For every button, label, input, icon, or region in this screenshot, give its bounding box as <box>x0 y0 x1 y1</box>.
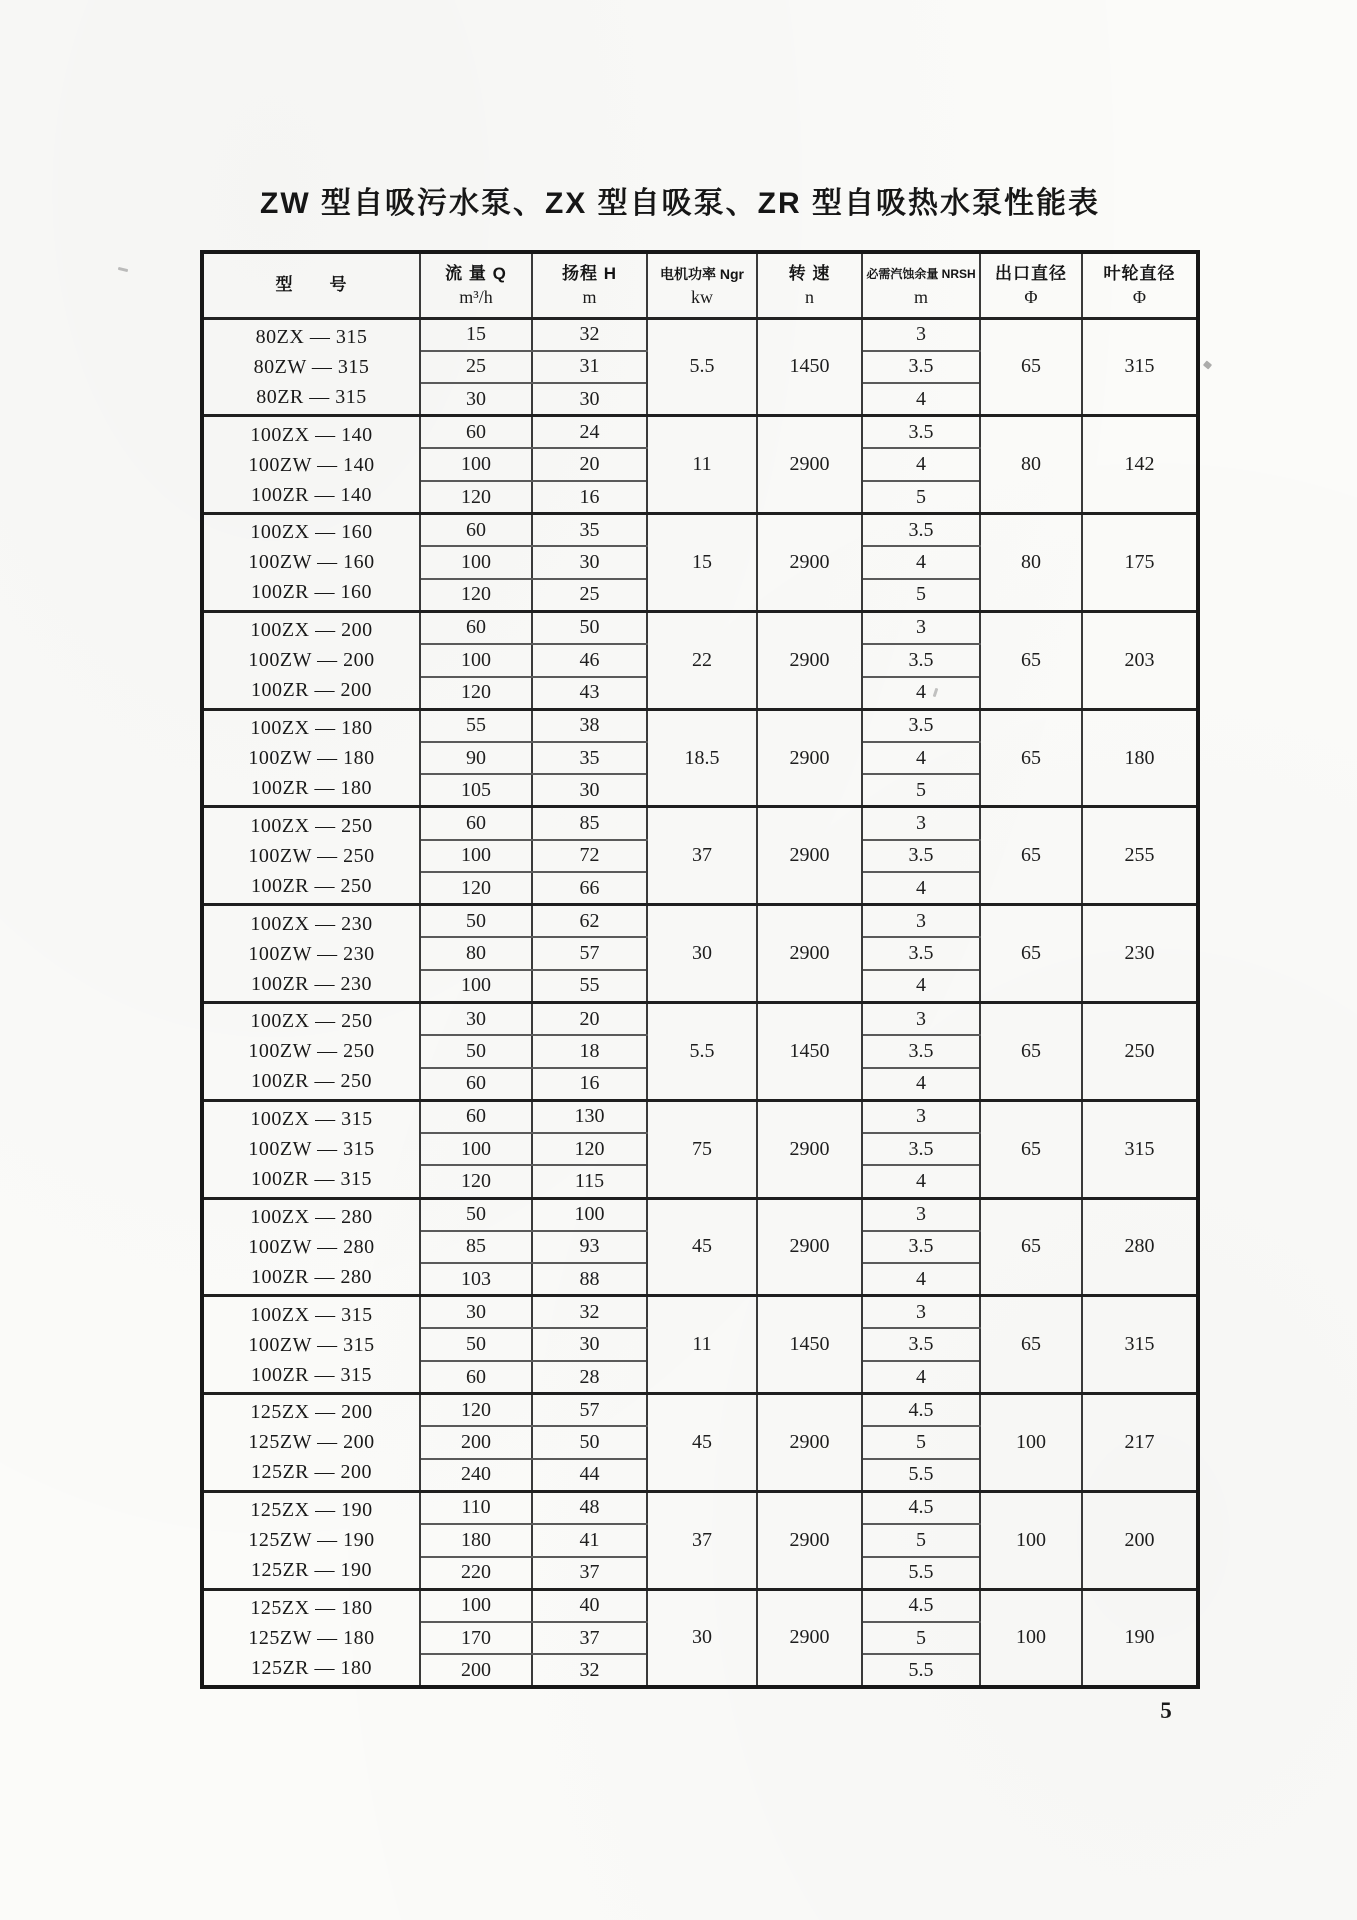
flow-cell: 30 <box>420 383 532 416</box>
npsh-cell: 5 <box>862 481 980 514</box>
head-cell: 50 <box>532 611 647 644</box>
flow-cell: 60 <box>420 1068 532 1101</box>
model-name: 125ZX — 180 <box>250 1596 373 1619</box>
model-cell <box>202 1296 420 1394</box>
model-name: 100ZX — 180 <box>250 717 373 740</box>
model-name: 100ZR — 250 <box>250 1070 373 1093</box>
table-row-group-start <box>202 905 1198 938</box>
model-name: 100ZW — 160 <box>248 551 375 574</box>
head-cell: 32 <box>532 1654 647 1687</box>
model-name: 100ZR — 315 <box>250 1363 373 1386</box>
scan-artifact <box>1203 360 1212 369</box>
header-head-unit: m <box>582 287 597 308</box>
model-cell <box>202 905 420 1003</box>
head-cell: 25 <box>532 579 647 612</box>
impeller-diameter-cell: 280 <box>1082 1198 1198 1296</box>
flow-cell: 30 <box>420 1002 532 1035</box>
model-name: 100ZW — 280 <box>248 1235 375 1258</box>
npsh-cell: 3 <box>862 1002 980 1035</box>
power-cell: 11 <box>647 416 757 514</box>
model-cell <box>202 514 420 612</box>
head-cell: 44 <box>532 1459 647 1492</box>
head-cell: 20 <box>532 448 647 481</box>
head-cell: 35 <box>532 742 647 775</box>
npsh-cell: 3 <box>862 1198 980 1231</box>
npsh-cell: 4 <box>862 448 980 481</box>
flow-cell: 90 <box>420 742 532 775</box>
head-cell: 30 <box>532 774 647 807</box>
model-name: 100ZX — 250 <box>250 1010 373 1033</box>
head-cell: 46 <box>532 644 647 677</box>
model-name: 125ZW — 190 <box>248 1529 375 1552</box>
page-title: ZW 型自吸污水泵、ZX 型自吸泵、ZR 型自吸热水泵性能表 <box>260 187 1100 220</box>
header-row <box>202 252 1198 318</box>
header-speed-label: 转 速 <box>788 264 831 284</box>
model-name: 100ZW — 315 <box>248 1333 375 1356</box>
flow-cell: 120 <box>420 872 532 905</box>
header-outlet-label: 出口直径 <box>995 264 1067 284</box>
table-row-group-start <box>202 1002 1198 1035</box>
speed-cell: 2900 <box>757 1491 862 1589</box>
model-name: 100ZX — 250 <box>250 814 373 837</box>
npsh-cell: 3.5 <box>862 644 980 677</box>
speed-cell: 2900 <box>757 1394 862 1492</box>
model-name: 100ZX — 315 <box>250 1108 373 1131</box>
outlet-diameter-cell: 100 <box>980 1589 1082 1687</box>
power-cell: 37 <box>647 807 757 905</box>
flow-cell: 100 <box>420 644 532 677</box>
speed-cell: 2900 <box>757 1198 862 1296</box>
outlet-diameter-cell: 65 <box>980 611 1082 709</box>
impeller-diameter-cell: 250 <box>1082 1002 1198 1100</box>
npsh-cell: 3.5 <box>862 1133 980 1166</box>
npsh-cell: 4 <box>862 872 980 905</box>
speed-cell: 2900 <box>757 514 862 612</box>
flow-cell: 60 <box>420 1100 532 1133</box>
performance-table <box>200 250 1196 1689</box>
head-cell: 24 <box>532 416 647 449</box>
speed-cell: 2900 <box>757 1589 862 1687</box>
impeller-diameter-cell: 175 <box>1082 514 1198 612</box>
model-name: 100ZR — 180 <box>250 777 373 800</box>
power-cell: 5.5 <box>647 318 757 416</box>
flow-cell: 100 <box>420 546 532 579</box>
outlet-diameter-cell: 65 <box>980 709 1082 807</box>
outlet-diameter-cell: 65 <box>980 807 1082 905</box>
model-cell <box>202 1002 420 1100</box>
flow-cell: 120 <box>420 1165 532 1198</box>
flow-cell: 240 <box>420 1459 532 1492</box>
flow-cell: 30 <box>420 1296 532 1329</box>
head-cell: 72 <box>532 840 647 873</box>
outlet-diameter-cell: 80 <box>980 514 1082 612</box>
head-cell: 32 <box>532 1296 647 1329</box>
outlet-diameter-cell: 80 <box>980 416 1082 514</box>
outlet-diameter-cell: 65 <box>980 1296 1082 1394</box>
flow-cell: 103 <box>420 1263 532 1296</box>
npsh-cell: 3.5 <box>862 937 980 970</box>
head-cell: 32 <box>532 318 647 351</box>
header-impeller-label: 叶轮直径 <box>1103 264 1176 284</box>
header-npsh <box>862 252 980 318</box>
model-name: 125ZR — 190 <box>250 1559 373 1582</box>
npsh-cell: 5.5 <box>862 1459 980 1492</box>
speed-cell: 2900 <box>757 416 862 514</box>
head-cell: 120 <box>532 1133 647 1166</box>
model-cell <box>202 1589 420 1687</box>
speed-cell: 1450 <box>757 1002 862 1100</box>
power-cell: 22 <box>647 611 757 709</box>
model-cell <box>202 807 420 905</box>
model-name: 125ZX — 200 <box>250 1401 373 1424</box>
power-cell: 37 <box>647 1491 757 1589</box>
model-name: 100ZR — 230 <box>250 972 373 995</box>
performance-table-grid <box>200 250 1200 1689</box>
head-cell: 30 <box>532 546 647 579</box>
model-name: 100ZR — 160 <box>250 581 373 604</box>
header-impeller-unit: Φ <box>1132 287 1147 308</box>
npsh-cell: 3 <box>862 318 980 351</box>
npsh-cell: 4 <box>862 970 980 1003</box>
flow-cell: 50 <box>420 1035 532 1068</box>
model-name: 125ZW — 180 <box>248 1626 375 1649</box>
head-cell: 30 <box>532 383 647 416</box>
flow-cell: 100 <box>420 840 532 873</box>
npsh-cell: 5 <box>862 774 980 807</box>
model-name: 100ZW — 200 <box>248 649 375 672</box>
head-cell: 28 <box>532 1361 647 1394</box>
head-cell: 93 <box>532 1231 647 1264</box>
flow-cell: 100 <box>420 448 532 481</box>
head-cell: 55 <box>532 970 647 1003</box>
flow-cell: 120 <box>420 677 532 710</box>
head-cell: 50 <box>532 1426 647 1459</box>
flow-cell: 50 <box>420 1328 532 1361</box>
head-cell: 31 <box>532 351 647 384</box>
head-cell: 57 <box>532 1394 647 1427</box>
table-row-group-start <box>202 611 1198 644</box>
impeller-diameter-cell: 203 <box>1082 611 1198 709</box>
impeller-diameter-cell: 200 <box>1082 1491 1198 1589</box>
outlet-diameter-cell: 100 <box>980 1394 1082 1492</box>
flow-cell: 50 <box>420 1198 532 1231</box>
model-cell <box>202 1100 420 1198</box>
npsh-cell: 3 <box>862 807 980 840</box>
flow-cell: 60 <box>420 416 532 449</box>
speed-cell: 2900 <box>757 611 862 709</box>
head-cell: 88 <box>532 1263 647 1296</box>
flow-cell: 170 <box>420 1622 532 1655</box>
head-cell: 130 <box>532 1100 647 1133</box>
model-name: 125ZX — 190 <box>250 1499 373 1522</box>
head-cell: 30 <box>532 1328 647 1361</box>
model-cell <box>202 318 420 416</box>
scan-artifact <box>118 267 128 272</box>
model-name: 100ZX — 230 <box>250 912 373 935</box>
table-row-group-start <box>202 1100 1198 1133</box>
impeller-diameter-cell: 255 <box>1082 807 1198 905</box>
head-cell: 16 <box>532 481 647 514</box>
npsh-cell: 4 <box>862 1068 980 1101</box>
flow-cell: 120 <box>420 481 532 514</box>
power-cell: 18.5 <box>647 709 757 807</box>
head-cell: 16 <box>532 1068 647 1101</box>
npsh-cell: 4 <box>862 742 980 775</box>
model-name: 80ZX — 315 <box>255 325 368 348</box>
impeller-diameter-cell: 315 <box>1082 1100 1198 1198</box>
impeller-diameter-cell: 230 <box>1082 905 1198 1003</box>
model-name: 100ZR — 250 <box>250 874 373 897</box>
npsh-cell: 4.5 <box>862 1491 980 1524</box>
head-cell: 48 <box>532 1491 647 1524</box>
page-number: 5 <box>1160 1698 1172 1723</box>
header-power-label: 电机功率 Ngr <box>660 266 744 283</box>
npsh-cell: 4 <box>862 383 980 416</box>
npsh-cell: 5 <box>862 1426 980 1459</box>
header-speed-unit: n <box>805 287 814 308</box>
table-row-group-start <box>202 709 1198 742</box>
flow-cell: 110 <box>420 1491 532 1524</box>
header-speed <box>757 252 862 318</box>
model-name: 125ZR — 200 <box>250 1461 373 1484</box>
header-flow-unit: m³/h <box>459 287 493 308</box>
npsh-cell: 4 <box>862 546 980 579</box>
npsh-cell: 4.5 <box>862 1394 980 1427</box>
model-cell <box>202 1491 420 1589</box>
table-row-group-start <box>202 416 1198 449</box>
model-name: 80ZR — 315 <box>256 385 367 408</box>
npsh-cell: 3.5 <box>862 1035 980 1068</box>
npsh-cell: 3.5 <box>862 416 980 449</box>
table-row-group-start <box>202 1296 1198 1329</box>
model-cell <box>202 416 420 514</box>
header-model-label: 型 号 <box>275 275 348 295</box>
npsh-cell: 5.5 <box>862 1654 980 1687</box>
flow-cell: 55 <box>420 709 532 742</box>
flow-cell: 25 <box>420 351 532 384</box>
model-name: 100ZW — 315 <box>248 1138 375 1161</box>
speed-cell: 2900 <box>757 709 862 807</box>
flow-cell: 105 <box>420 774 532 807</box>
impeller-diameter-cell: 190 <box>1082 1589 1198 1687</box>
head-cell: 62 <box>532 905 647 938</box>
head-cell: 37 <box>532 1622 647 1655</box>
flow-cell: 220 <box>420 1557 532 1590</box>
model-name: 100ZX — 160 <box>250 521 373 544</box>
impeller-diameter-cell: 217 <box>1082 1394 1198 1492</box>
power-cell: 75 <box>647 1100 757 1198</box>
npsh-cell: 3 <box>862 905 980 938</box>
npsh-cell: 3 <box>862 1100 980 1133</box>
table-row-group-start <box>202 1491 1198 1524</box>
npsh-cell: 3.5 <box>862 1328 980 1361</box>
outlet-diameter-cell: 100 <box>980 1491 1082 1589</box>
outlet-diameter-cell: 65 <box>980 1198 1082 1296</box>
header-head <box>532 252 647 318</box>
outlet-diameter-cell: 65 <box>980 1100 1082 1198</box>
npsh-cell: 5.5 <box>862 1557 980 1590</box>
head-cell: 66 <box>532 872 647 905</box>
header-npsh-unit: m <box>913 287 928 308</box>
header-head-label: 扬程 H <box>562 264 617 284</box>
flow-cell: 120 <box>420 1394 532 1427</box>
head-cell: 38 <box>532 709 647 742</box>
model-name: 125ZR — 180 <box>250 1656 373 1679</box>
speed-cell: 2900 <box>757 807 862 905</box>
head-cell: 20 <box>532 1002 647 1035</box>
table-row-group-start <box>202 807 1198 840</box>
header-flow-label: 流 量 Q <box>445 264 507 284</box>
model-name: 100ZR — 315 <box>250 1168 373 1191</box>
flow-cell: 100 <box>420 1589 532 1622</box>
header-power-unit: kw <box>691 287 713 308</box>
head-cell: 43 <box>532 677 647 710</box>
table-row-group-start <box>202 514 1198 547</box>
table-row-group-start <box>202 1394 1198 1427</box>
flow-cell: 60 <box>420 807 532 840</box>
head-cell: 100 <box>532 1198 647 1231</box>
header-outlet-unit: Φ <box>1024 287 1038 308</box>
npsh-cell: 3.5 <box>862 351 980 384</box>
power-cell: 5.5 <box>647 1002 757 1100</box>
npsh-cell: 3.5 <box>862 1231 980 1264</box>
model-cell <box>202 1394 420 1492</box>
table-row-group-start <box>202 1198 1198 1231</box>
impeller-diameter-cell: 315 <box>1082 318 1198 416</box>
flow-cell: 50 <box>420 905 532 938</box>
impeller-diameter-cell: 142 <box>1082 416 1198 514</box>
power-cell: 45 <box>647 1394 757 1492</box>
head-cell: 40 <box>532 1589 647 1622</box>
flow-cell: 120 <box>420 579 532 612</box>
performance-table-body <box>202 318 1198 1687</box>
model-cell <box>202 1198 420 1296</box>
power-cell: 11 <box>647 1296 757 1394</box>
npsh-cell: 5 <box>862 1622 980 1655</box>
impeller-diameter-cell: 315 <box>1082 1296 1198 1394</box>
model-name: 100ZW — 140 <box>248 453 375 476</box>
model-name: 100ZR — 140 <box>250 483 373 506</box>
speed-cell: 1450 <box>757 1296 862 1394</box>
model-name: 100ZW — 230 <box>248 942 375 965</box>
flow-cell: 60 <box>420 611 532 644</box>
speed-cell: 2900 <box>757 905 862 1003</box>
header-npsh-label: 必需汽蚀余量 NRSH <box>866 267 976 282</box>
npsh-cell: 3 <box>862 611 980 644</box>
npsh-cell: 5 <box>862 1524 980 1557</box>
model-name: 100ZX — 280 <box>250 1205 373 1228</box>
table-row-group-start <box>202 1589 1198 1622</box>
header-impeller-diameter <box>1082 252 1198 318</box>
table-row-group-start <box>202 318 1198 351</box>
model-name: 100ZX — 315 <box>250 1303 373 1326</box>
flow-cell: 85 <box>420 1231 532 1264</box>
flow-cell: 60 <box>420 514 532 547</box>
flow-cell: 60 <box>420 1361 532 1394</box>
head-cell: 37 <box>532 1557 647 1590</box>
impeller-diameter-cell: 180 <box>1082 709 1198 807</box>
model-name: 80ZW — 315 <box>253 355 370 378</box>
speed-cell: 2900 <box>757 1100 862 1198</box>
flow-cell: 15 <box>420 318 532 351</box>
model-cell <box>202 709 420 807</box>
head-cell: 35 <box>532 514 647 547</box>
power-cell: 30 <box>647 905 757 1003</box>
npsh-cell: 4.5 <box>862 1589 980 1622</box>
model-name: 100ZW — 180 <box>248 747 375 770</box>
head-cell: 41 <box>532 1524 647 1557</box>
model-name: 100ZR — 200 <box>250 679 373 702</box>
flow-cell: 200 <box>420 1654 532 1687</box>
table-header <box>202 252 1198 318</box>
head-cell: 18 <box>532 1035 647 1068</box>
outlet-diameter-cell: 65 <box>980 318 1082 416</box>
power-cell: 30 <box>647 1589 757 1687</box>
npsh-cell: 4 <box>862 1165 980 1198</box>
head-cell: 85 <box>532 807 647 840</box>
flow-cell: 100 <box>420 1133 532 1166</box>
speed-cell: 1450 <box>757 318 862 416</box>
npsh-cell: 3.5 <box>862 514 980 547</box>
model-name: 125ZW — 200 <box>248 1431 375 1454</box>
outlet-diameter-cell: 65 <box>980 905 1082 1003</box>
flow-cell: 100 <box>420 970 532 1003</box>
model-name: 100ZX — 140 <box>250 423 373 446</box>
model-cell <box>202 611 420 709</box>
npsh-cell: 5 <box>862 579 980 612</box>
model-name: 100ZW — 250 <box>248 1040 375 1063</box>
model-name: 100ZW — 250 <box>248 844 375 867</box>
flow-cell: 200 <box>420 1426 532 1459</box>
flow-cell: 80 <box>420 937 532 970</box>
header-outlet-diameter <box>980 252 1082 318</box>
npsh-cell: 3.5 <box>862 709 980 742</box>
header-model <box>202 252 420 318</box>
npsh-cell: 4 <box>862 1263 980 1296</box>
npsh-cell: 4 <box>862 677 980 710</box>
head-cell: 115 <box>532 1165 647 1198</box>
flow-cell: 180 <box>420 1524 532 1557</box>
npsh-cell: 3.5 <box>862 840 980 873</box>
head-cell: 57 <box>532 937 647 970</box>
model-name: 100ZR — 280 <box>250 1265 373 1288</box>
power-cell: 15 <box>647 514 757 612</box>
outlet-diameter-cell: 65 <box>980 1002 1082 1100</box>
model-name: 100ZX — 200 <box>250 619 373 642</box>
npsh-cell: 4 <box>862 1361 980 1394</box>
npsh-cell: 3 <box>862 1296 980 1329</box>
header-power <box>647 252 757 318</box>
header-flow <box>420 252 532 318</box>
power-cell: 45 <box>647 1198 757 1296</box>
